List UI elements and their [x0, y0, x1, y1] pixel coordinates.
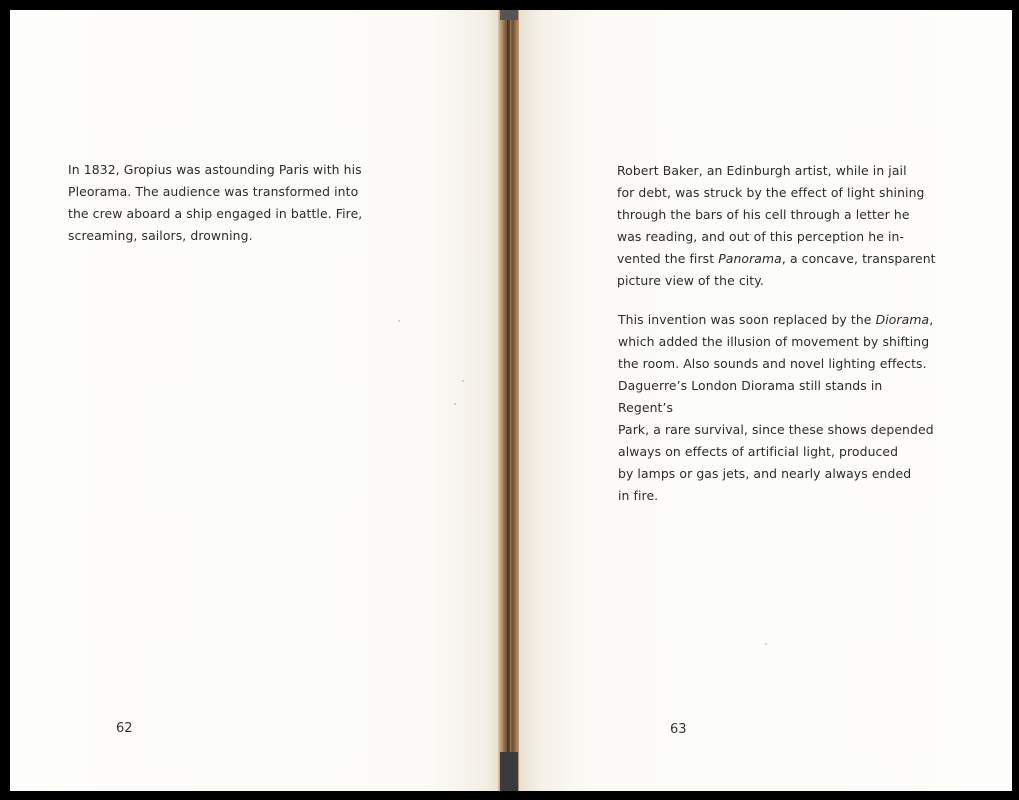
left-page-number: 62: [116, 721, 133, 736]
paragraph-2-text-a: This invention was soon replaced by the: [618, 312, 876, 327]
diorama-italic-term: Diorama: [875, 312, 930, 327]
panorama-italic-term: Panorama: [718, 251, 782, 266]
paragraph-2-text-b: , which added the illusion of movement by shifting the room. Also sounds and novel lighting effects. Daguerre’s London Diorama still stands in Regent’s Park, a rare survival, since these shows depended always on effects of artificial light, produced by lamps or gas jets, and nearly always ended in fire.: [618, 312, 934, 503]
left-page-paragraph: In 1832, Gropius was astounding Paris with his Pleorama. The audience was transformed into the crew aboard a ship engaged in battle. Fire, screaming, sailors, drowning.: [68, 162, 363, 243]
paper-speck: [462, 380, 464, 382]
paragraph-1-text-b: , a concave, transparent picture view of the city.: [617, 251, 936, 288]
paragraph-1-text-a: Robert Baker, an Edinburgh artist, while in jail for debt, was struck by the effect of light shining through the bars of his cell through a letter he was reading, and out of this perception he in- vented the first: [617, 163, 925, 266]
paper-speck: [398, 320, 400, 322]
left-page: [10, 10, 501, 791]
right-page-paragraph-1: [617, 160, 937, 292]
spine-bottom-edge: [500, 752, 518, 791]
right-page-paragraph-2: [618, 309, 938, 507]
paper-speck: [454, 403, 456, 405]
spine-top-edge: [500, 10, 518, 20]
paper-speck: [765, 643, 767, 645]
right-page: [519, 10, 1012, 791]
right-page-number: 63: [670, 722, 687, 737]
